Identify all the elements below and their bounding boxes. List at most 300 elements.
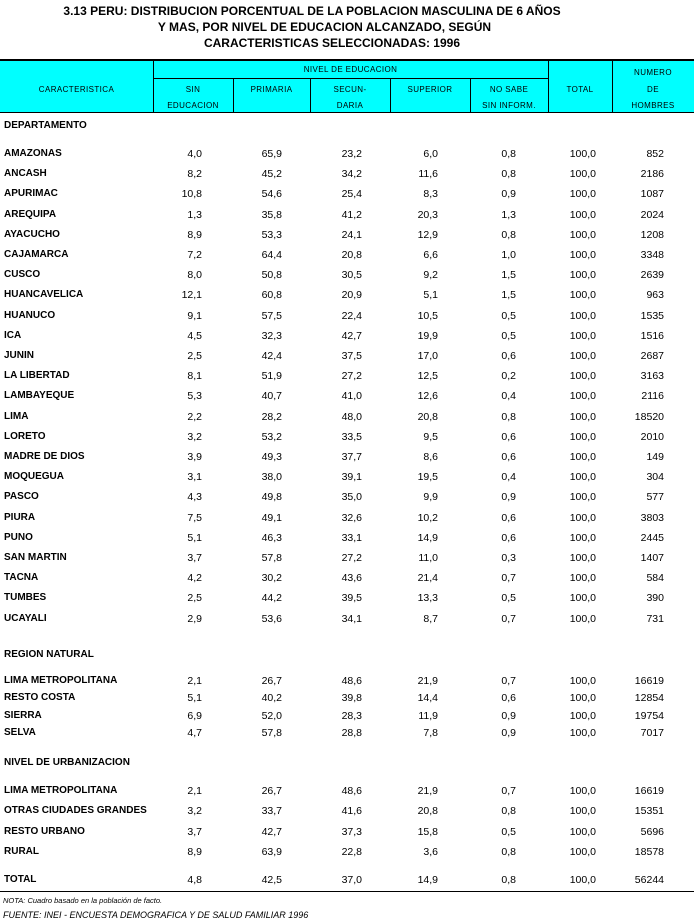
- numero-hombres: 3803: [640, 511, 664, 524]
- primaria: 42,4: [261, 350, 282, 362]
- superior: 19,5: [417, 471, 438, 484]
- secundaria: 43,6: [341, 572, 362, 585]
- sin-educacion: 5,1: [187, 531, 202, 544]
- no-sabe: 0,4: [501, 471, 516, 484]
- no-sabe: 0,2: [501, 370, 516, 383]
- table-row: [0, 510, 694, 526]
- row-label: SELVA: [4, 726, 36, 738]
- table-row: [0, 708, 694, 724]
- primaria: 46,3: [261, 531, 282, 544]
- total: 100,0: [569, 845, 596, 858]
- superior: 14,9: [417, 531, 438, 544]
- table-row: [0, 429, 694, 445]
- sin-educacion: 6,9: [187, 709, 202, 722]
- row-label: RURAL: [4, 845, 39, 857]
- secundaria: 48,6: [341, 675, 362, 687]
- sin-educacion: 8,0: [187, 269, 202, 282]
- row-label: CUSCO: [4, 269, 41, 281]
- no-sabe: 0,7: [501, 785, 516, 797]
- table-row: [0, 673, 694, 689]
- row-label: LIMA METROPOLITANA: [4, 785, 118, 796]
- sin-educacion: 9,1: [187, 309, 202, 322]
- superior: 15,8: [417, 825, 438, 838]
- sin-educacion: 3,1: [187, 471, 202, 484]
- row-label: LAMBAYEQUE: [4, 390, 75, 402]
- no-sabe: 0,6: [501, 350, 516, 362]
- sin-educacion: 2,9: [187, 612, 202, 625]
- no-sabe: 0,9: [501, 188, 516, 201]
- total: 100,0: [569, 148, 596, 160]
- no-sabe: 0,9: [501, 709, 516, 722]
- no-sabe: 0,8: [501, 805, 516, 818]
- row-label: PASCO: [4, 491, 39, 503]
- no-sabe: 0,8: [501, 874, 516, 886]
- sin-educacion: 1,3: [187, 208, 202, 221]
- numero-hombres: 16619: [634, 785, 664, 797]
- total: 100,0: [569, 309, 596, 322]
- superior: 20,3: [417, 208, 438, 221]
- table-row: [0, 409, 694, 425]
- table-row: [0, 247, 694, 263]
- superior: 11,9: [418, 709, 438, 722]
- superior: 8,7: [423, 612, 438, 625]
- primaria: 50,8: [261, 269, 282, 282]
- no-sabe: 1,5: [501, 289, 516, 302]
- total: 100,0: [569, 592, 596, 605]
- primaria: 42,7: [261, 825, 282, 838]
- no-sabe: 1,5: [501, 269, 516, 282]
- sin-educacion: 2,1: [187, 675, 202, 687]
- primaria: 40,2: [261, 692, 282, 705]
- secundaria: 22,8: [341, 845, 362, 858]
- superior: 9,2: [423, 269, 438, 282]
- total: 100,0: [569, 726, 596, 739]
- sin-educacion: 3,2: [187, 430, 202, 443]
- header-secundaria-a: SECUN-: [333, 85, 367, 94]
- no-sabe: 1,0: [501, 249, 516, 261]
- table-row: [0, 166, 694, 182]
- primaria: 45,2: [261, 168, 282, 181]
- numero-hombres: 2024: [640, 208, 664, 221]
- sin-educacion: 8,9: [187, 228, 202, 241]
- numero-hombres: 2010: [640, 430, 664, 443]
- header-nivel-educacion: NIVEL DE EDUCACION: [303, 65, 398, 74]
- numero-hombres: 1516: [640, 329, 664, 342]
- table-row: [0, 550, 694, 566]
- primaria: 30,2: [261, 572, 282, 585]
- row-label: TUMBES: [4, 592, 47, 604]
- sin-educacion: 4,2: [187, 572, 202, 585]
- total: 100,0: [569, 785, 596, 797]
- total: 100,0: [569, 511, 596, 524]
- superior: 8,6: [423, 451, 438, 463]
- table-row: [0, 803, 694, 819]
- table-row: [0, 267, 694, 283]
- primaria: 53,3: [261, 228, 282, 241]
- numero-hombres: 3163: [640, 370, 664, 383]
- row-label: LIMA METROPOLITANA: [4, 675, 118, 686]
- numero-hombres: 2116: [641, 390, 664, 403]
- secundaria: 25,4: [341, 188, 362, 201]
- secundaria: 39,1: [341, 471, 362, 484]
- table-row: [0, 328, 694, 344]
- sin-educacion: 8,2: [187, 168, 202, 181]
- row-label: PIURA: [4, 511, 36, 523]
- superior: 12,5: [417, 370, 438, 383]
- row-label: JUNIN: [4, 350, 35, 361]
- total: 100,0: [569, 228, 596, 241]
- header-sin-educacion-a: SIN: [185, 85, 201, 94]
- table-row: [0, 186, 694, 202]
- title-line-1: 3.13 PERU: DISTRIBUCION PORCENTUAL DE LA POBLACION MASCULINA DE 6 AÑOS: [63, 4, 561, 18]
- secundaria: 37,0: [341, 874, 362, 886]
- row-label: LIMA: [4, 410, 29, 422]
- secundaria: 41,6: [341, 805, 362, 818]
- numero-hombres: 1535: [640, 309, 664, 322]
- table-row: [0, 844, 694, 860]
- sin-educacion: 3,7: [187, 552, 202, 564]
- table-row: [0, 489, 694, 505]
- numero-hombres: 2445: [640, 531, 664, 544]
- primaria: 28,2: [261, 410, 282, 423]
- secundaria: 48,6: [341, 785, 362, 797]
- numero-hombres: 2639: [640, 269, 664, 282]
- numero-hombres: 19754: [634, 709, 664, 722]
- secundaria: 37,3: [341, 825, 362, 838]
- header-sin-educacion-b: EDUCACION: [167, 101, 219, 110]
- primaria: 52,0: [261, 709, 282, 722]
- secundaria: 28,3: [341, 709, 362, 722]
- secundaria: 34,2: [341, 168, 362, 181]
- numero-hombres: 18578: [634, 845, 664, 858]
- no-sabe: 0,5: [501, 309, 516, 322]
- numero-hombres: 15351: [634, 805, 664, 818]
- table-row: [0, 388, 694, 404]
- secundaria: 39,5: [341, 592, 362, 605]
- table-note: NOTA: Cuadro basado en la población de facto.: [3, 896, 163, 905]
- no-sabe: 0,7: [501, 572, 516, 585]
- total: 100,0: [569, 709, 596, 722]
- numero-hombres: 18520: [634, 410, 664, 423]
- table-row: [0, 469, 694, 485]
- secundaria: 32,6: [341, 511, 362, 524]
- table-row: [0, 783, 694, 799]
- sin-educacion: 10,8: [181, 188, 202, 201]
- superior: 10,5: [417, 309, 438, 322]
- secundaria: 42,7: [341, 329, 362, 342]
- superior: 19,9: [417, 329, 438, 342]
- no-sabe: 0,6: [501, 511, 516, 524]
- no-sabe: 0,9: [501, 491, 516, 504]
- secundaria: 22,4: [341, 309, 362, 322]
- numero-hombres: 304: [646, 471, 664, 484]
- primaria: 32,3: [261, 329, 282, 342]
- superior: 21,9: [417, 785, 438, 797]
- superior: 11,0: [418, 552, 438, 564]
- header-caracteristica: CARACTERISTICA: [38, 85, 115, 94]
- sin-educacion: 4,7: [187, 726, 202, 739]
- numero-hombres: 5696: [640, 825, 664, 838]
- no-sabe: 0,6: [501, 451, 516, 463]
- sin-educacion: 3,2: [187, 805, 202, 818]
- numero-hombres: 1087: [640, 188, 664, 201]
- total: 100,0: [569, 168, 596, 181]
- table-row: [0, 824, 694, 840]
- numero-hombres: 56244: [634, 874, 664, 886]
- sin-educacion: 2,5: [187, 592, 202, 605]
- header-total: TOTAL: [566, 85, 594, 94]
- total: 100,0: [569, 471, 596, 484]
- secundaria: 20,9: [341, 289, 362, 302]
- superior: 3,6: [423, 845, 438, 858]
- total: 100,0: [569, 825, 596, 838]
- total: 100,0: [569, 805, 596, 818]
- no-sabe: 0,9: [501, 726, 516, 739]
- primaria: 53,6: [261, 612, 282, 625]
- title-line-3: CARACTERISTICAS SELECCIONADAS: 1996: [203, 36, 461, 50]
- numero-hombres: 16619: [634, 675, 664, 687]
- sin-educacion: 2,1: [187, 785, 202, 797]
- row-label: AYACUCHO: [4, 228, 60, 240]
- sin-educacion: 3,9: [187, 451, 202, 463]
- header-superior: SUPERIOR: [407, 85, 453, 94]
- no-sabe: 0,5: [501, 329, 516, 342]
- superior: 14,9: [417, 874, 438, 886]
- header-numero-c: HOMBRES: [631, 101, 675, 110]
- superior: 12,9: [417, 228, 438, 241]
- superior: 8,3: [423, 188, 438, 201]
- secundaria: 28,8: [341, 726, 362, 739]
- superior: 20,8: [417, 805, 438, 818]
- no-sabe: 0,8: [501, 410, 516, 423]
- primaria: 26,7: [261, 785, 282, 797]
- numero-hombres: 2186: [640, 168, 664, 181]
- row-label: TOTAL: [4, 874, 37, 885]
- superior: 11,6: [418, 168, 438, 181]
- sin-educacion: 4,5: [187, 329, 202, 342]
- no-sabe: 0,5: [501, 592, 516, 605]
- total: 100,0: [569, 531, 596, 544]
- total: 100,0: [569, 451, 596, 463]
- sin-educacion: 2,5: [187, 350, 202, 362]
- numero-hombres: 1407: [640, 552, 664, 564]
- sin-educacion: 8,1: [187, 370, 202, 383]
- header-secundaria-b: DARIA: [336, 101, 364, 110]
- row-label: OTRAS CIUDADES GRANDES: [4, 805, 147, 817]
- total: 100,0: [569, 249, 596, 261]
- table-source: FUENTE: INEI - ENCUESTA DEMOGRAFICA Y DE SALUD FAMILIAR 1996: [3, 910, 309, 920]
- numero-hombres: 731: [646, 612, 664, 625]
- total: 100,0: [569, 329, 596, 342]
- table-row: [0, 872, 694, 888]
- primaria: 44,2: [261, 592, 282, 605]
- secundaria: 27,2: [341, 552, 362, 564]
- superior: 13,3: [417, 592, 438, 605]
- table-row: [0, 725, 694, 741]
- numero-hombres: 149: [646, 451, 664, 463]
- table-row: [0, 207, 694, 223]
- row-label: AREQUIPA: [4, 208, 57, 220]
- primaria: 63,9: [261, 845, 282, 858]
- row-label: MADRE DE DIOS: [4, 451, 85, 462]
- primaria: 53,2: [261, 430, 282, 443]
- sin-educacion: 12,1: [181, 289, 202, 302]
- table-row: [0, 449, 694, 465]
- sin-educacion: 3,7: [187, 825, 202, 838]
- table-row: [0, 530, 694, 546]
- numero-hombres: 2687: [640, 350, 664, 362]
- total: 100,0: [569, 692, 596, 705]
- row-label: CAJAMARCA: [4, 249, 69, 260]
- total: 100,0: [569, 350, 596, 362]
- sin-educacion: 7,5: [187, 511, 202, 524]
- no-sabe: 0,8: [501, 168, 516, 181]
- numero-hombres: 852: [646, 148, 664, 160]
- row-label: SIERRA: [4, 709, 42, 721]
- primaria: 57,8: [261, 726, 282, 739]
- row-label: LORETO: [4, 430, 46, 442]
- superior: 7,8: [423, 726, 438, 739]
- total: 100,0: [569, 874, 596, 886]
- total: 100,0: [569, 269, 596, 282]
- numero-hombres: 3348: [640, 249, 664, 261]
- total: 100,0: [569, 208, 596, 221]
- sin-educacion: 2,2: [187, 410, 202, 423]
- no-sabe: 0,3: [501, 552, 516, 564]
- total: 100,0: [569, 390, 596, 403]
- table-title: [0, 3, 694, 51]
- table-row: [0, 570, 694, 586]
- primaria: 33,7: [261, 805, 282, 818]
- table-row: [0, 368, 694, 384]
- primaria: 49,8: [261, 491, 282, 504]
- row-label: PUNO: [4, 531, 33, 543]
- superior: 9,9: [423, 491, 438, 504]
- row-label: TACNA: [4, 572, 39, 584]
- secundaria: 27,2: [341, 370, 362, 383]
- secundaria: 34,1: [341, 612, 362, 625]
- primaria: 35,8: [261, 208, 282, 221]
- no-sabe: 0,8: [501, 845, 516, 858]
- row-label: RESTO URBANO: [4, 825, 85, 837]
- header-numero-a: NUMERO: [634, 68, 672, 77]
- secundaria: 30,5: [341, 269, 362, 282]
- no-sabe: 0,7: [501, 612, 516, 625]
- sin-educacion: 5,1: [187, 692, 202, 705]
- row-label: AMAZONAS: [4, 148, 62, 159]
- bottom-rule: [0, 891, 694, 892]
- total: 100,0: [569, 612, 596, 625]
- secundaria: 23,2: [341, 148, 362, 160]
- superior: 21,9: [417, 675, 438, 687]
- table-row: [0, 146, 694, 162]
- primaria: 38,0: [261, 471, 282, 484]
- superior: 9,5: [423, 430, 438, 443]
- table-row: [0, 348, 694, 364]
- numero-hombres: 963: [646, 289, 664, 302]
- superior: 6,0: [423, 148, 438, 160]
- primaria: 54,6: [261, 188, 282, 201]
- primaria: 64,4: [261, 249, 282, 261]
- no-sabe: 0,5: [501, 825, 516, 838]
- total: 100,0: [569, 188, 596, 201]
- primaria: 57,8: [261, 552, 282, 564]
- sin-educacion: 8,9: [187, 845, 202, 858]
- no-sabe: 0,8: [501, 148, 516, 160]
- secundaria: 37,5: [341, 350, 362, 362]
- total: 100,0: [569, 430, 596, 443]
- no-sabe: 0,4: [501, 390, 516, 403]
- row-label: LA LIBERTAD: [4, 370, 70, 382]
- row-label: UCAYALI: [4, 612, 47, 624]
- header-no-sabe-a: NO SABE: [489, 85, 529, 94]
- primaria: 57,5: [261, 309, 282, 322]
- superior: 6,6: [423, 249, 438, 261]
- table-row: [0, 287, 694, 303]
- total: 100,0: [569, 289, 596, 302]
- row-label: HUANUCO: [4, 309, 56, 321]
- sin-educacion: 7,2: [187, 249, 202, 261]
- row-label: RESTO COSTA: [4, 692, 76, 704]
- row-label: SAN MARTIN: [4, 552, 67, 563]
- sin-educacion: 5,3: [187, 390, 202, 403]
- table-header: [0, 59, 694, 113]
- primaria: 60,8: [261, 289, 282, 302]
- no-sabe: 0,8: [501, 228, 516, 241]
- header-numero-b: DE: [647, 85, 659, 94]
- total: 100,0: [569, 675, 596, 687]
- sin-educacion: 4,0: [187, 148, 202, 160]
- section-region-natural: REGION NATURAL: [4, 649, 94, 660]
- table-row: [0, 690, 694, 706]
- primaria: 49,3: [261, 451, 282, 463]
- secundaria: 41,2: [341, 208, 362, 221]
- numero-hombres: 12854: [634, 692, 664, 705]
- row-label: APURIMAC: [4, 188, 58, 200]
- superior: 10,2: [417, 511, 438, 524]
- secundaria: 39,8: [341, 692, 362, 705]
- secundaria: 33,5: [341, 430, 362, 443]
- table-row: [0, 611, 694, 627]
- secundaria: 20,8: [341, 249, 362, 261]
- total: 100,0: [569, 370, 596, 383]
- numero-hombres: 584: [646, 572, 664, 585]
- secundaria: 37,7: [341, 451, 362, 463]
- superior: 20,8: [417, 410, 438, 423]
- superior: 17,0: [417, 350, 438, 362]
- secundaria: 33,1: [341, 531, 362, 544]
- no-sabe: 0,7: [501, 675, 516, 687]
- sin-educacion: 4,8: [187, 874, 202, 886]
- sin-educacion: 4,3: [187, 491, 202, 504]
- numero-hombres: 390: [646, 592, 664, 605]
- numero-hombres: 1208: [640, 228, 664, 241]
- superior: 21,4: [417, 572, 438, 585]
- row-label: HUANCAVELICA: [4, 289, 84, 301]
- header-no-sabe-b: SIN INFORM.: [482, 101, 536, 110]
- title-line-2: Y MAS, POR NIVEL DE EDUCACION ALCANZADO, SEGÚN: [157, 20, 492, 34]
- total: 100,0: [569, 572, 596, 585]
- row-label: MOQUEGUA: [4, 471, 64, 483]
- no-sabe: 0,6: [501, 430, 516, 443]
- row-label: ICA: [4, 329, 22, 341]
- no-sabe: 1,3: [501, 208, 516, 221]
- table-row: [0, 227, 694, 243]
- table-row: [0, 308, 694, 324]
- primaria: 65,9: [261, 148, 282, 160]
- section-nivel-urbanizacion: NIVEL DE URBANIZACION: [4, 757, 130, 768]
- no-sabe: 0,6: [501, 531, 516, 544]
